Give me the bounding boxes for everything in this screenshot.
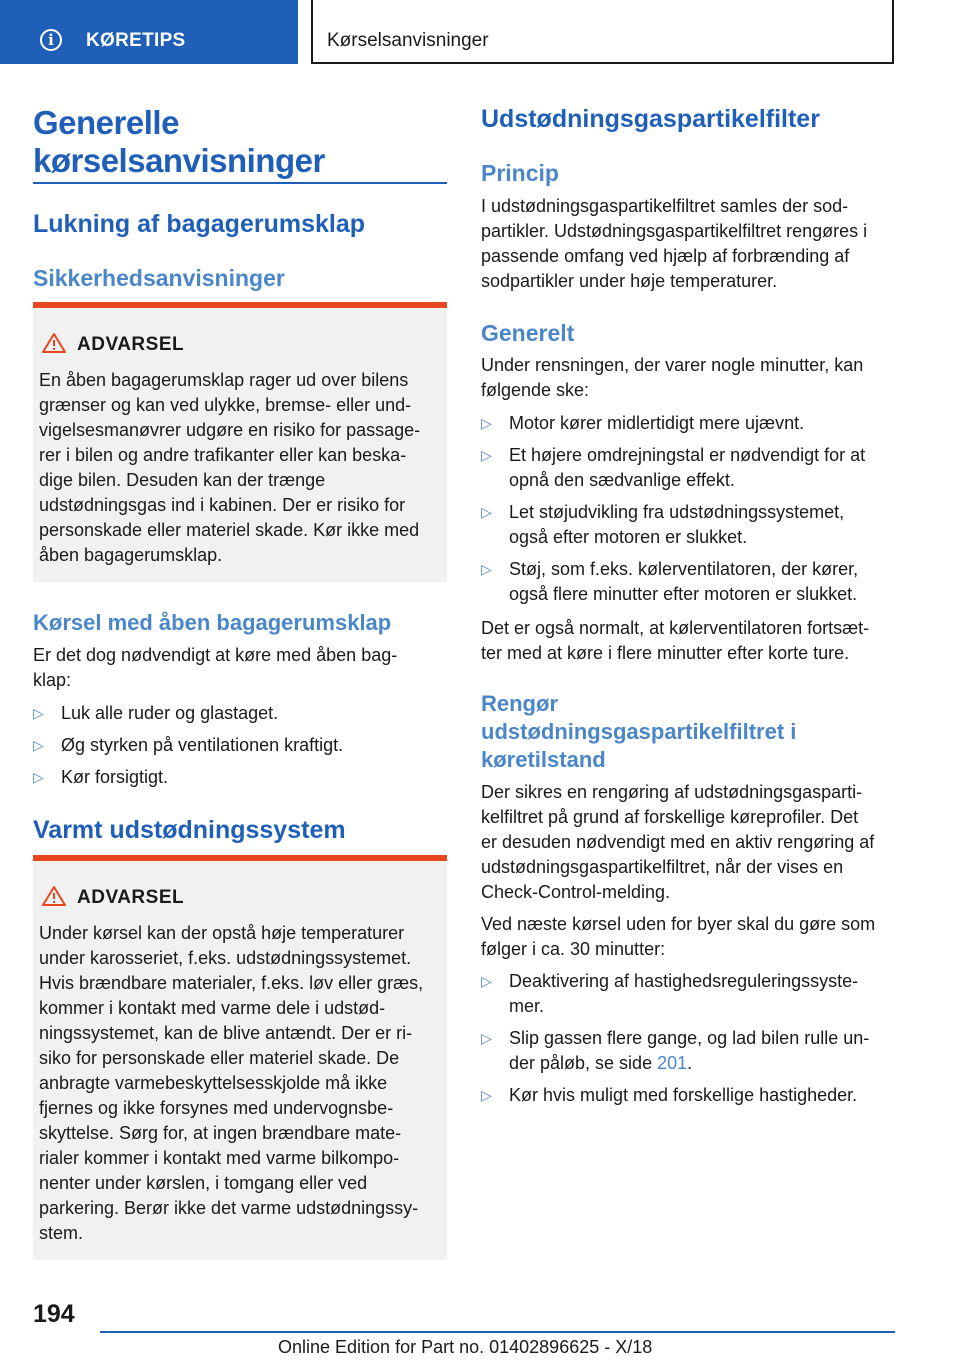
triangle-bullet-icon: ▷ (481, 561, 492, 577)
heading-safety: Sikkerhedsanvisninger (33, 265, 285, 291)
triangle-bullet-icon: ▷ (33, 769, 44, 785)
page-title (33, 104, 325, 180)
chapter-label: Kørselsanvisninger (327, 30, 489, 51)
title-underline (33, 182, 447, 184)
general-intro: Under rensningen, der varer nogle minutter, kan følgende ske: (481, 355, 864, 400)
general-list (481, 411, 895, 607)
clean-list (481, 969, 895, 1108)
open-trunk-list (33, 701, 447, 790)
info-icon: i (40, 29, 62, 51)
general-outro: Det er også normalt, at kølerventilatoren fortsæt- ter med at køre i flere minutter efter korte ture. (481, 618, 870, 663)
triangle-bullet-icon: ▷ (481, 1030, 492, 1046)
page-title-line-1: Generelle (33, 104, 179, 141)
warning-text-trunk: En åben bagagerumsklap rager ud over bilens grænser og kan ved ulykke, bremse- eller und- vigelsesmanøvrer udgøre en risiko for passage- rer i bilen og andre trafikanter eller kan beska- dige bilen. Desuden kan der trænge udstødningsgas ind i kabinen. Der er risiko for personskade eller materiel skade. Kør ikke med åben bagagerumsklap. (39, 370, 421, 565)
list-item: ▷ Deaktivering af hastighedsreguleringssyste- mer. (481, 971, 859, 1016)
triangle-bullet-icon: ▷ (33, 737, 44, 753)
warning-triangle-icon (41, 332, 67, 354)
chapter-header (311, 0, 894, 64)
list-item: ▷ Slip gassen flere gange, og lad bilen rulle un- der påløb, se side 201. (481, 1028, 870, 1073)
triangle-bullet-icon: ▷ (481, 973, 492, 989)
triangle-bullet-icon: ▷ (481, 415, 492, 431)
principle-text: I udstødningsgaspartikelfiltret samles der sod- partikler. Udstødningsgaspartikelfiltret rengøres i passende omfang ved hjælp af forbrænding af sodpartikler under høje temperaturer. (481, 196, 868, 291)
open-trunk-intro: Er det dog nødvendigt at køre med åben bag- klap: (33, 645, 398, 690)
triangle-bullet-icon: ▷ (481, 1087, 492, 1103)
clean-text: Der sikres en rengøring af udstødningsgasparti- kelfiltret på grund af forskellige køreprofiler. Det er desuden nødvendigt med en aktiv rengøring af udstødningsgaspartikelfiltret, når der vises en Check-Control-melding. (481, 782, 875, 902)
next-drive-text: Ved næste kørsel uden for byer skal du gøre som følger i ca. 30 minutter: (481, 914, 876, 959)
warning-box-exhaust (33, 855, 447, 1260)
warning-title: ADVARSEL (77, 334, 185, 355)
heading-general: Generelt (481, 320, 575, 346)
warning-box-trunk (33, 302, 447, 582)
heading-clean-filter: Rengør udstødningsgaspartikelfiltret i køretilstand (481, 691, 797, 772)
page-number: 194 (33, 1300, 75, 1328)
list-item: ▷ Motor kører midlertidigt mere ujævnt. (481, 411, 895, 436)
warning-title: ADVARSEL (77, 887, 185, 908)
heading-particle-filter: Udstødningsgaspartikelfilter (481, 105, 820, 133)
triangle-bullet-icon: ▷ (481, 447, 492, 463)
heading-exhaust: Varmt udstødningssystem (33, 816, 346, 844)
list-item: ▷ Et højere omdrejningstal er nødvendigt for at opnå den sædvanlige effekt. (481, 445, 866, 490)
list-item: ▷ Støj, som f.eks. kølerventilatoren, der kører, også flere minutter efter motoren er slukket. (481, 559, 859, 604)
heading-open-trunk: Kørsel med åben bagagerumsklap (33, 610, 392, 635)
heading-trunk: Lukning af bagagerumsklap (33, 210, 366, 238)
warning-text-exhaust: Under kørsel kan der opstå høje temperaturer under karosseriet, f.eks. udstødningssystemet. Hvis brændbare materialer, f.eks. løv eller græs, kommer i kontakt med varme dele i udstød- ningssystemet, kan de blive antændt. Der er ri- siko for personskade eller materiel skade. De anbragte varmebeskyttelsesskjolde må ikke fjernes og ikke forsynes med undervognsbe- skyttelse. Sørg for, at ingen brændbare mate- rialer kommer i kontakt med varme bilkompo- nenter under kørslen, i tomgang eller ved parkering. Berør ikke det varme udstødningssy- stem. (39, 923, 424, 1243)
triangle-bullet-icon: ▷ (481, 504, 492, 520)
warning-triangle-icon (41, 885, 67, 907)
list-item: ▷ Let støjudvikling fra udstødningssystemet, også efter motoren er slukket. (481, 502, 845, 547)
triangle-bullet-icon: ▷ (33, 705, 44, 721)
list-item: ▷ Øg styrken på ventilationen kraftigt. (33, 733, 447, 758)
section-label: KØRETIPS (86, 30, 186, 51)
footer-rule (100, 1331, 895, 1333)
list-item: ▷ Luk alle ruder og glastaget. (33, 701, 447, 726)
list-item: ▷ Kør forsigtigt. (33, 765, 447, 790)
edition-text: Online Edition for Part no. 01402896625 - X/18 (278, 1337, 653, 1357)
heading-principle: Princip (481, 160, 559, 186)
list-item: ▷ Kør hvis muligt med forskellige hastigheder. (481, 1083, 895, 1108)
section-tab (0, 0, 298, 64)
page-title-line-2: kørselsanvisninger (33, 142, 325, 179)
page-reference-link[interactable]: 201 (657, 1053, 688, 1073)
